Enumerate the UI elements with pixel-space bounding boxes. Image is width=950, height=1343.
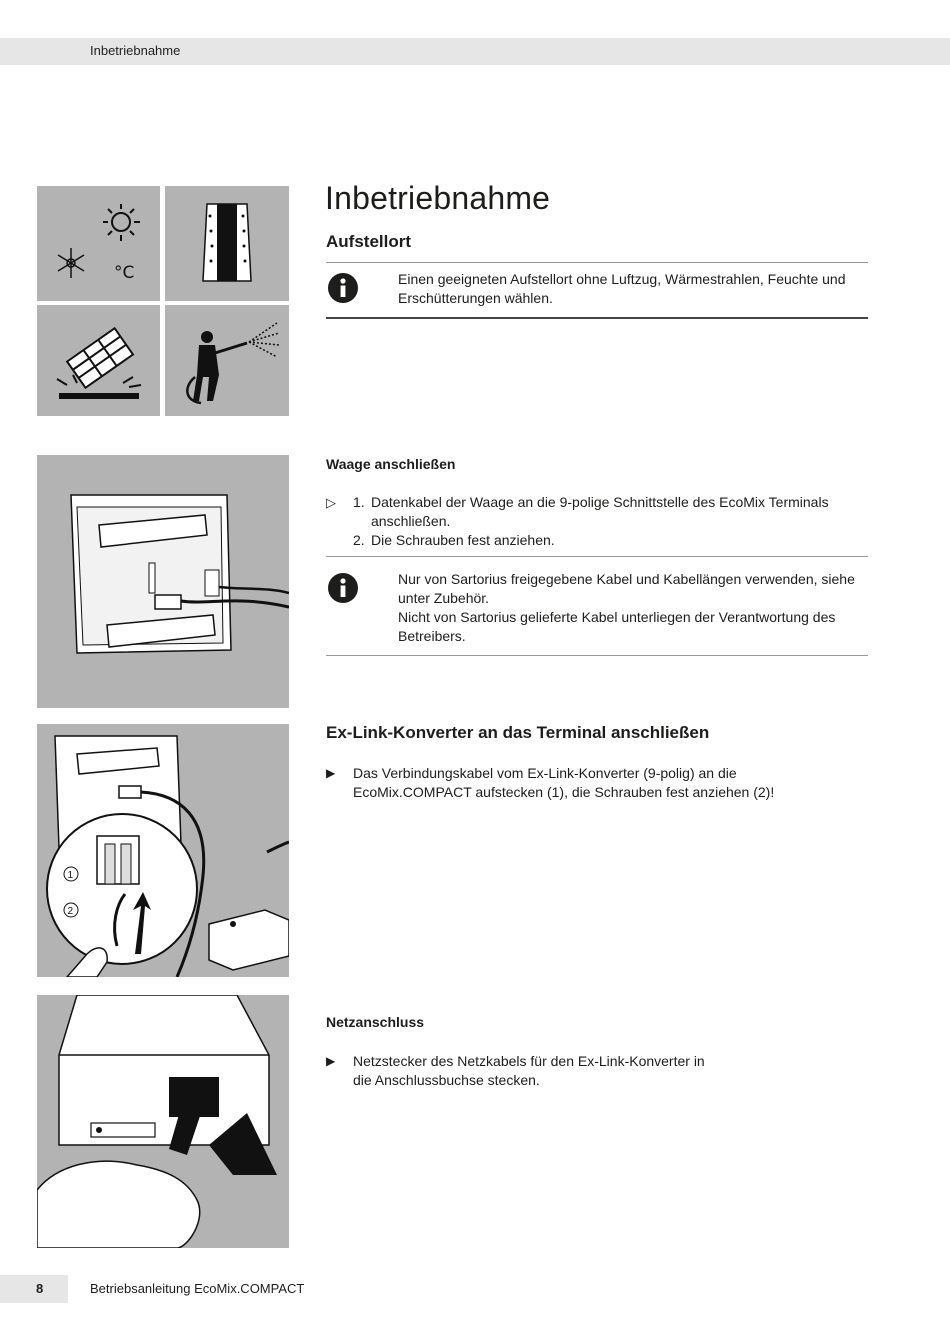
figure-power-connection (37, 995, 289, 1248)
exlink-instruction (326, 764, 846, 802)
waage-info-text (398, 570, 864, 646)
page-number: 8 (36, 1281, 44, 1296)
aufstellort-info-text: Einen geeigneten Aufstellort ohne Luftzug, Wärmestrahlen, Feuchte und Erschütterungen wählen. (398, 271, 846, 306)
exlink-heading: Ex-Link-Konverter an das Terminal anschließen (326, 723, 710, 742)
divider (326, 655, 868, 656)
page-title: Inbetriebnahme (325, 180, 551, 216)
list-item (326, 493, 866, 531)
step-text: Die Schrauben fest anziehen. (371, 532, 555, 548)
info-icon (328, 573, 358, 603)
bullet-triangle-icon: ▶ (326, 1054, 336, 1068)
open-triangle-icon: ▷ (326, 495, 336, 510)
running-header-text: Inbetriebnahme (90, 43, 181, 58)
running-header (0, 38, 950, 65)
netz-instruction (326, 1052, 726, 1090)
aufstellort-heading: Aufstellort (326, 232, 411, 251)
step-text: Datenkabel der Waage an die 9-polige Schnittstelle des EcoMix Terminals anschließen. (371, 494, 829, 529)
bullet-triangle-icon: ▶ (326, 766, 336, 780)
netz-instruction-text: Netzstecker des Netzkabels für den Ex-Link-Konverter in die Anschlussbuchse stecken. (353, 1053, 705, 1088)
waage-info-line1: Nur von Sartorius freigegebene Kabel und Kabellängen verwenden, siehe unter Zubehör. (398, 571, 855, 606)
info-icon (328, 273, 358, 303)
callout-2: 2 (67, 906, 74, 917)
figure-environment-sun-snow (37, 186, 160, 301)
exlink-instruction-text: Das Verbindungskabel vom Ex-Link-Konverter (9-polig) an die EcoMix.COMPACT aufstecken (1), die Schrauben fest anziehen (2)! (353, 765, 775, 800)
celsius-symbol: °C (114, 263, 135, 283)
figure-scale-connection (37, 455, 289, 708)
figure-environment-draft (165, 186, 289, 301)
waage-heading: Waage anschließen (326, 456, 456, 472)
page-number-box (0, 1275, 68, 1303)
divider (326, 262, 868, 263)
netz-heading: Netzanschluss (326, 1014, 425, 1030)
step-number: 2. (353, 532, 365, 548)
list-item (326, 531, 866, 550)
figure-environment-spray (165, 305, 289, 416)
figure-exlink-connection (37, 724, 289, 977)
waage-steps (326, 493, 866, 550)
waage-info-line2: Nicht von Sartorius gelieferte Kabel unterliegen der Verantwortung des Betreibers. (398, 609, 836, 644)
callout-1: 1 (67, 870, 74, 881)
step-number: 1. (353, 494, 365, 510)
divider (326, 317, 868, 319)
footer-title: Betriebsanleitung EcoMix.COMPACT (90, 1281, 305, 1296)
divider (326, 556, 868, 557)
figure-environment-shock (37, 305, 160, 416)
